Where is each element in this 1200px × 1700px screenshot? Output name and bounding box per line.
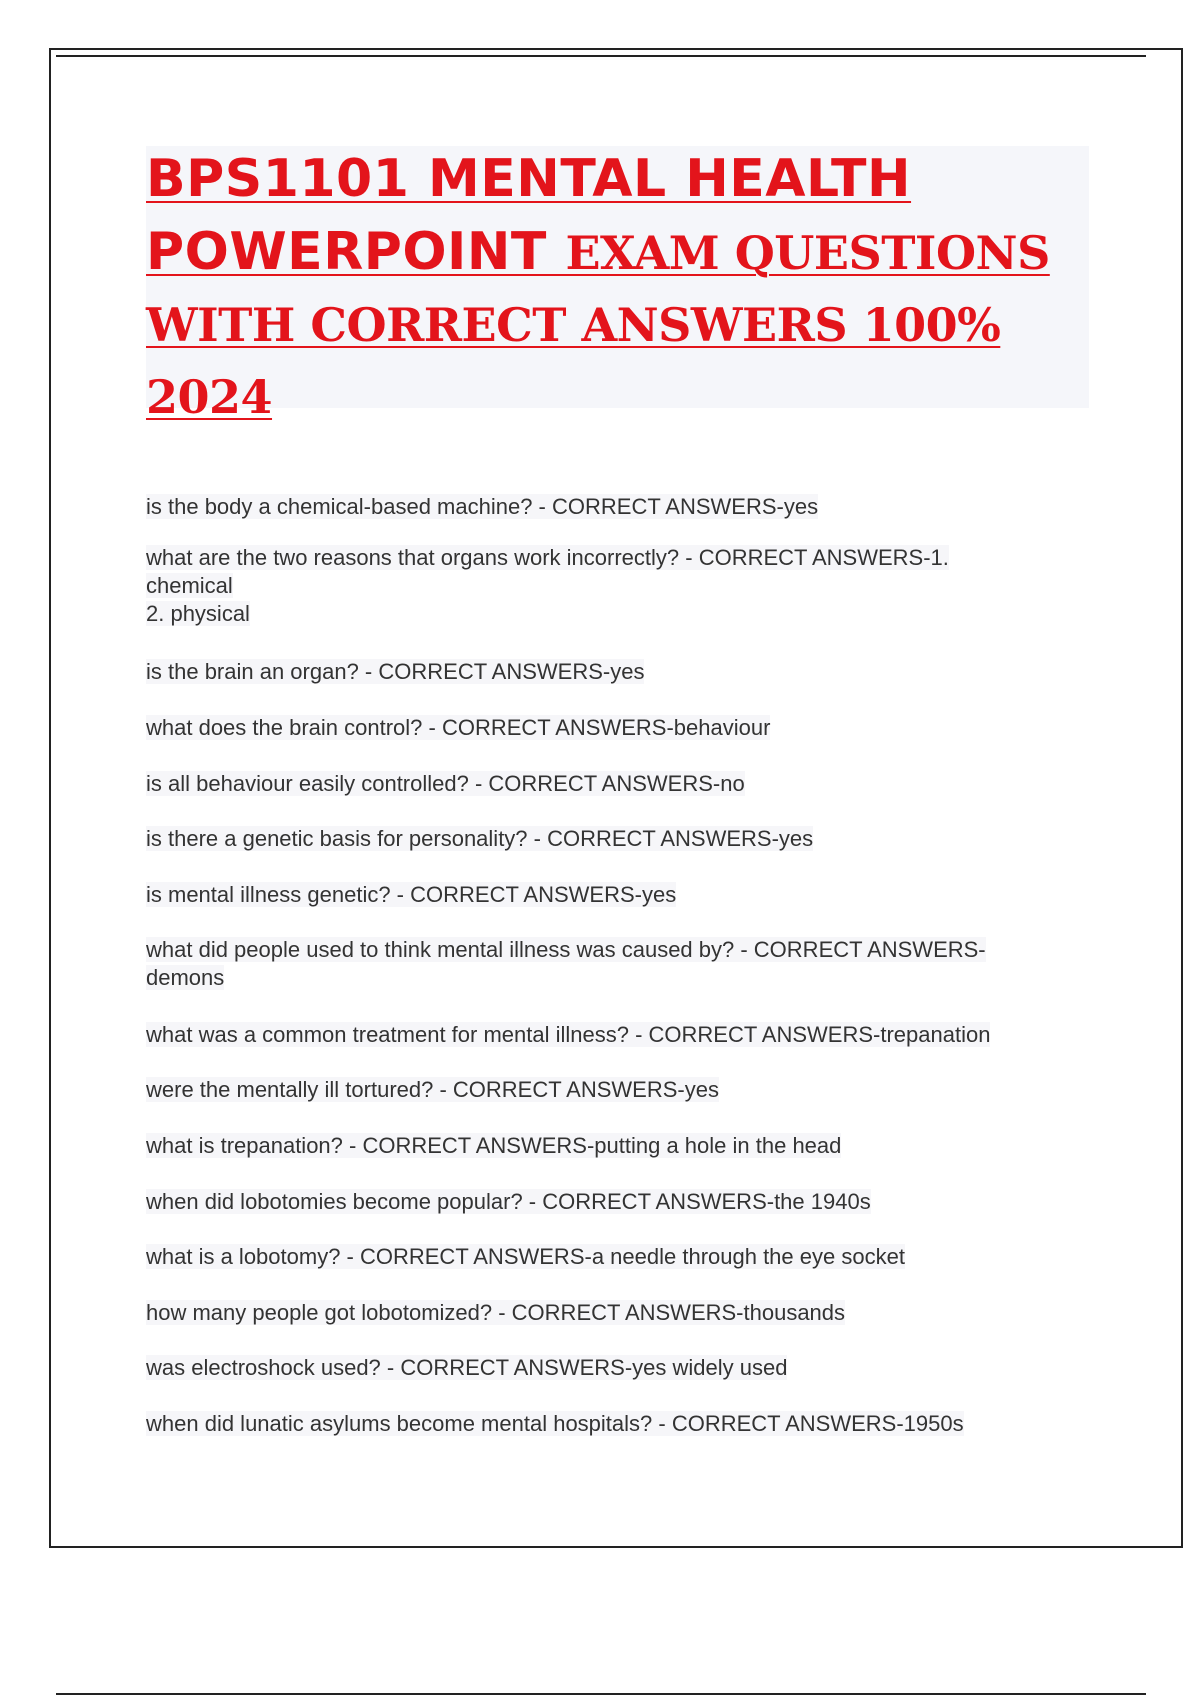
title-line-3: WITH CORRECT ANSWERS 100% xyxy=(146,298,1001,352)
qa-text: what is trepanation? - CORRECT ANSWERS-putting a hole in the head xyxy=(146,1133,842,1158)
title-line-1: BPS1101 MENTAL HEALTH xyxy=(146,149,912,209)
qa-text: is mental illness genetic? - CORRECT ANSWERS-yes xyxy=(146,882,677,907)
qa-text: what does the brain control? - CORRECT ANSWERS-behaviour xyxy=(146,715,771,740)
qa-text: is the body a chemical-based machine? - CORRECT ANSWERS-yes xyxy=(146,494,819,519)
qa-item-12 xyxy=(146,1188,871,1216)
document-title xyxy=(146,146,1089,436)
qa-item-2 xyxy=(146,544,949,628)
qa-item-11 xyxy=(146,1132,841,1160)
qa-item-14 xyxy=(146,1299,845,1327)
qa-item-13 xyxy=(146,1243,905,1271)
qa-item-7 xyxy=(146,881,676,909)
title-line-2a: POWERPOINT xyxy=(146,222,566,282)
qa-text: what was a common treatment for mental illness? - CORRECT ANSWERS-trepanation xyxy=(146,1022,991,1047)
qa-item-15 xyxy=(146,1354,787,1382)
qa-text: is all behaviour easily controlled? - CORRECT ANSWERS-no xyxy=(146,771,745,796)
qa-item-9 xyxy=(146,1021,990,1049)
qa-text: is there a genetic basis for personality? - CORRECT ANSWERS-yes xyxy=(146,826,814,851)
qa-item-16 xyxy=(146,1410,964,1438)
qa-item-1 xyxy=(146,493,818,521)
title-block xyxy=(146,146,1089,424)
title-line-4: 2024 xyxy=(146,370,273,424)
qa-item-6 xyxy=(146,825,813,853)
qa-item-8 xyxy=(146,936,986,992)
qa-text: were the mentally ill tortured? - CORRECT ANSWERS-yes xyxy=(146,1077,719,1102)
qa-text: is the brain an organ? - CORRECT ANSWERS-yes xyxy=(146,659,645,684)
qa-item-3 xyxy=(146,658,644,686)
qa-text: how many people got lobotomized? - CORRECT ANSWERS-thousands xyxy=(146,1300,846,1325)
qa-text: what are the two reasons that organs work incorrectly? - CORRECT ANSWERS-1. chemical 2. physical xyxy=(146,545,949,626)
qa-text: when did lunatic asylums become mental hospitals? - CORRECT ANSWERS-1950s xyxy=(146,1411,964,1436)
qa-item-4 xyxy=(146,714,770,742)
qa-item-5 xyxy=(146,770,745,798)
qa-text: what did people used to think mental illness was caused by? - CORRECT ANSWERS- demons xyxy=(146,937,986,990)
top-rule xyxy=(56,55,1146,57)
bottom-rule xyxy=(56,1693,1146,1695)
qa-text: when did lobotomies become popular? - CORRECT ANSWERS-the 1940s xyxy=(146,1189,871,1214)
qa-item-10 xyxy=(146,1076,719,1104)
qa-text: what is a lobotomy? - CORRECT ANSWERS-a needle through the eye socket xyxy=(146,1244,905,1269)
qa-text: was electroshock used? - CORRECT ANSWERS-yes widely used xyxy=(146,1355,788,1380)
title-line-2b: EXAM QUESTIONS xyxy=(565,226,1050,280)
